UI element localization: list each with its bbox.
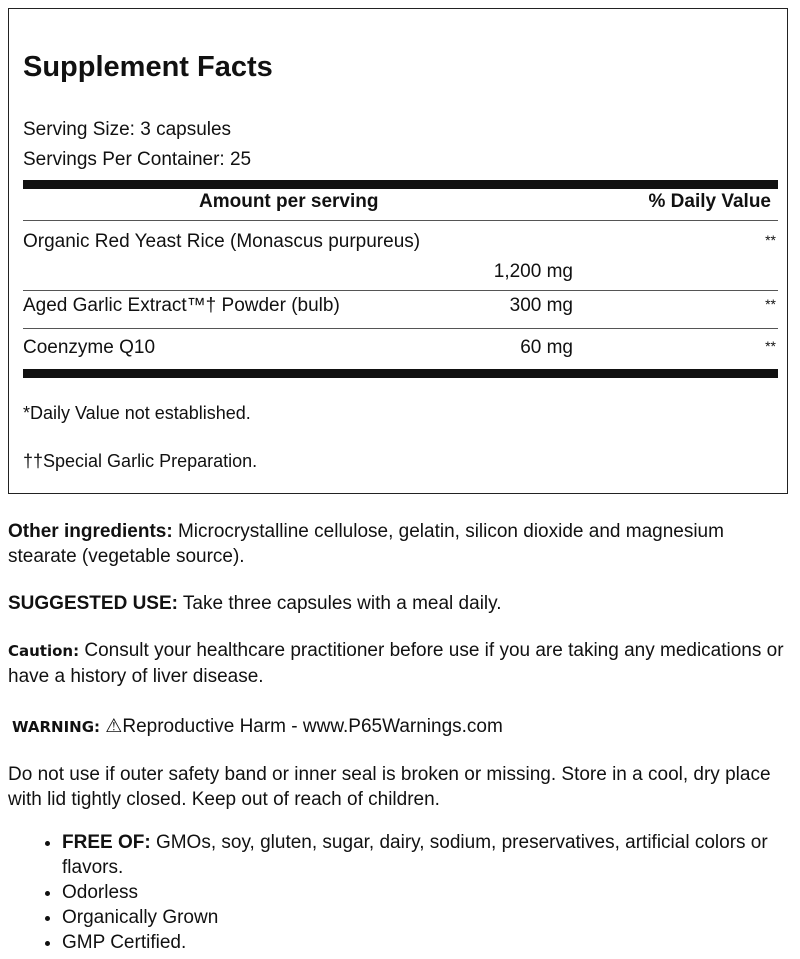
features-list	[22, 830, 800, 955]
ingredient-dv: **	[765, 296, 776, 312]
other-ingredients-label: Other ingredients:	[8, 521, 173, 542]
footnote-garlic: ††Special Garlic Preparation.	[23, 451, 258, 471]
supplement-facts-panel	[8, 8, 788, 494]
row-divider	[23, 220, 778, 221]
warning-text: ⚠Reproductive Harm - www.P65Warnings.com	[100, 716, 503, 737]
suggested-use-text: Take three capsules with a meal daily.	[177, 593, 502, 614]
ingredient-amount: 60 mg	[520, 337, 573, 358]
ingredient-name: Aged Garlic Extract™† Powder (bulb)	[23, 295, 340, 316]
list-item	[62, 830, 800, 880]
ingredient-name: Organic Red Yeast Rice (Monascus purpureus)	[23, 231, 421, 252]
ingredient-name: Coenzyme Q10	[23, 337, 156, 358]
list-item: • Odorless	[62, 880, 800, 905]
suggested-use-label: SUGGESTED USE:	[8, 593, 178, 614]
daily-value-header: % Daily Value	[648, 191, 771, 212]
warning	[12, 714, 792, 740]
footnote-daily-value: *Daily Value not established.	[23, 403, 251, 423]
serving-size: Serving Size: 3 capsules	[23, 119, 232, 140]
caution-text: Consult your healthcare practitioner before use if you are taking any medications or have a history of liver disease.	[8, 640, 784, 687]
header-divider	[23, 180, 778, 189]
ingredient-dv: **	[765, 338, 776, 354]
other-ingredients	[8, 519, 788, 569]
amount-per-serving-header: Amount per serving	[199, 191, 379, 212]
list-item: • GMP Certified.	[62, 930, 800, 955]
ingredient-amount: 300 mg	[509, 295, 573, 316]
free-of-label: FREE OF:	[62, 832, 151, 853]
row-divider	[23, 290, 778, 291]
storage-instructions: Do not use if outer safety band or inner seal is broken or missing. Store in a cool, dry place with lid tightly closed. Keep out of reach of children.	[8, 764, 771, 810]
list-item: • Organically Grown	[62, 905, 800, 930]
row-divider	[23, 328, 778, 329]
ingredient-amount: 1,200 mg	[493, 261, 573, 282]
facts-title: Supplement Facts	[23, 51, 273, 83]
free-of-text: GMOs, soy, gluten, sugar, dairy, sodium, preservatives, artificial colors or flavors.	[62, 832, 768, 878]
suggested-use	[8, 591, 788, 616]
caution-label: Caution:	[8, 642, 80, 660]
servings-per-container: Servings Per Container: 25	[23, 149, 252, 170]
caution	[8, 638, 788, 689]
warning-label: WARNING:	[12, 718, 101, 736]
footer-divider	[23, 369, 778, 378]
ingredient-dv: **	[765, 232, 776, 248]
other-ingredients-text: Microcrystalline cellulose, gelatin, silicon dioxide and magnesium stearate (vegetable source).	[8, 521, 724, 567]
